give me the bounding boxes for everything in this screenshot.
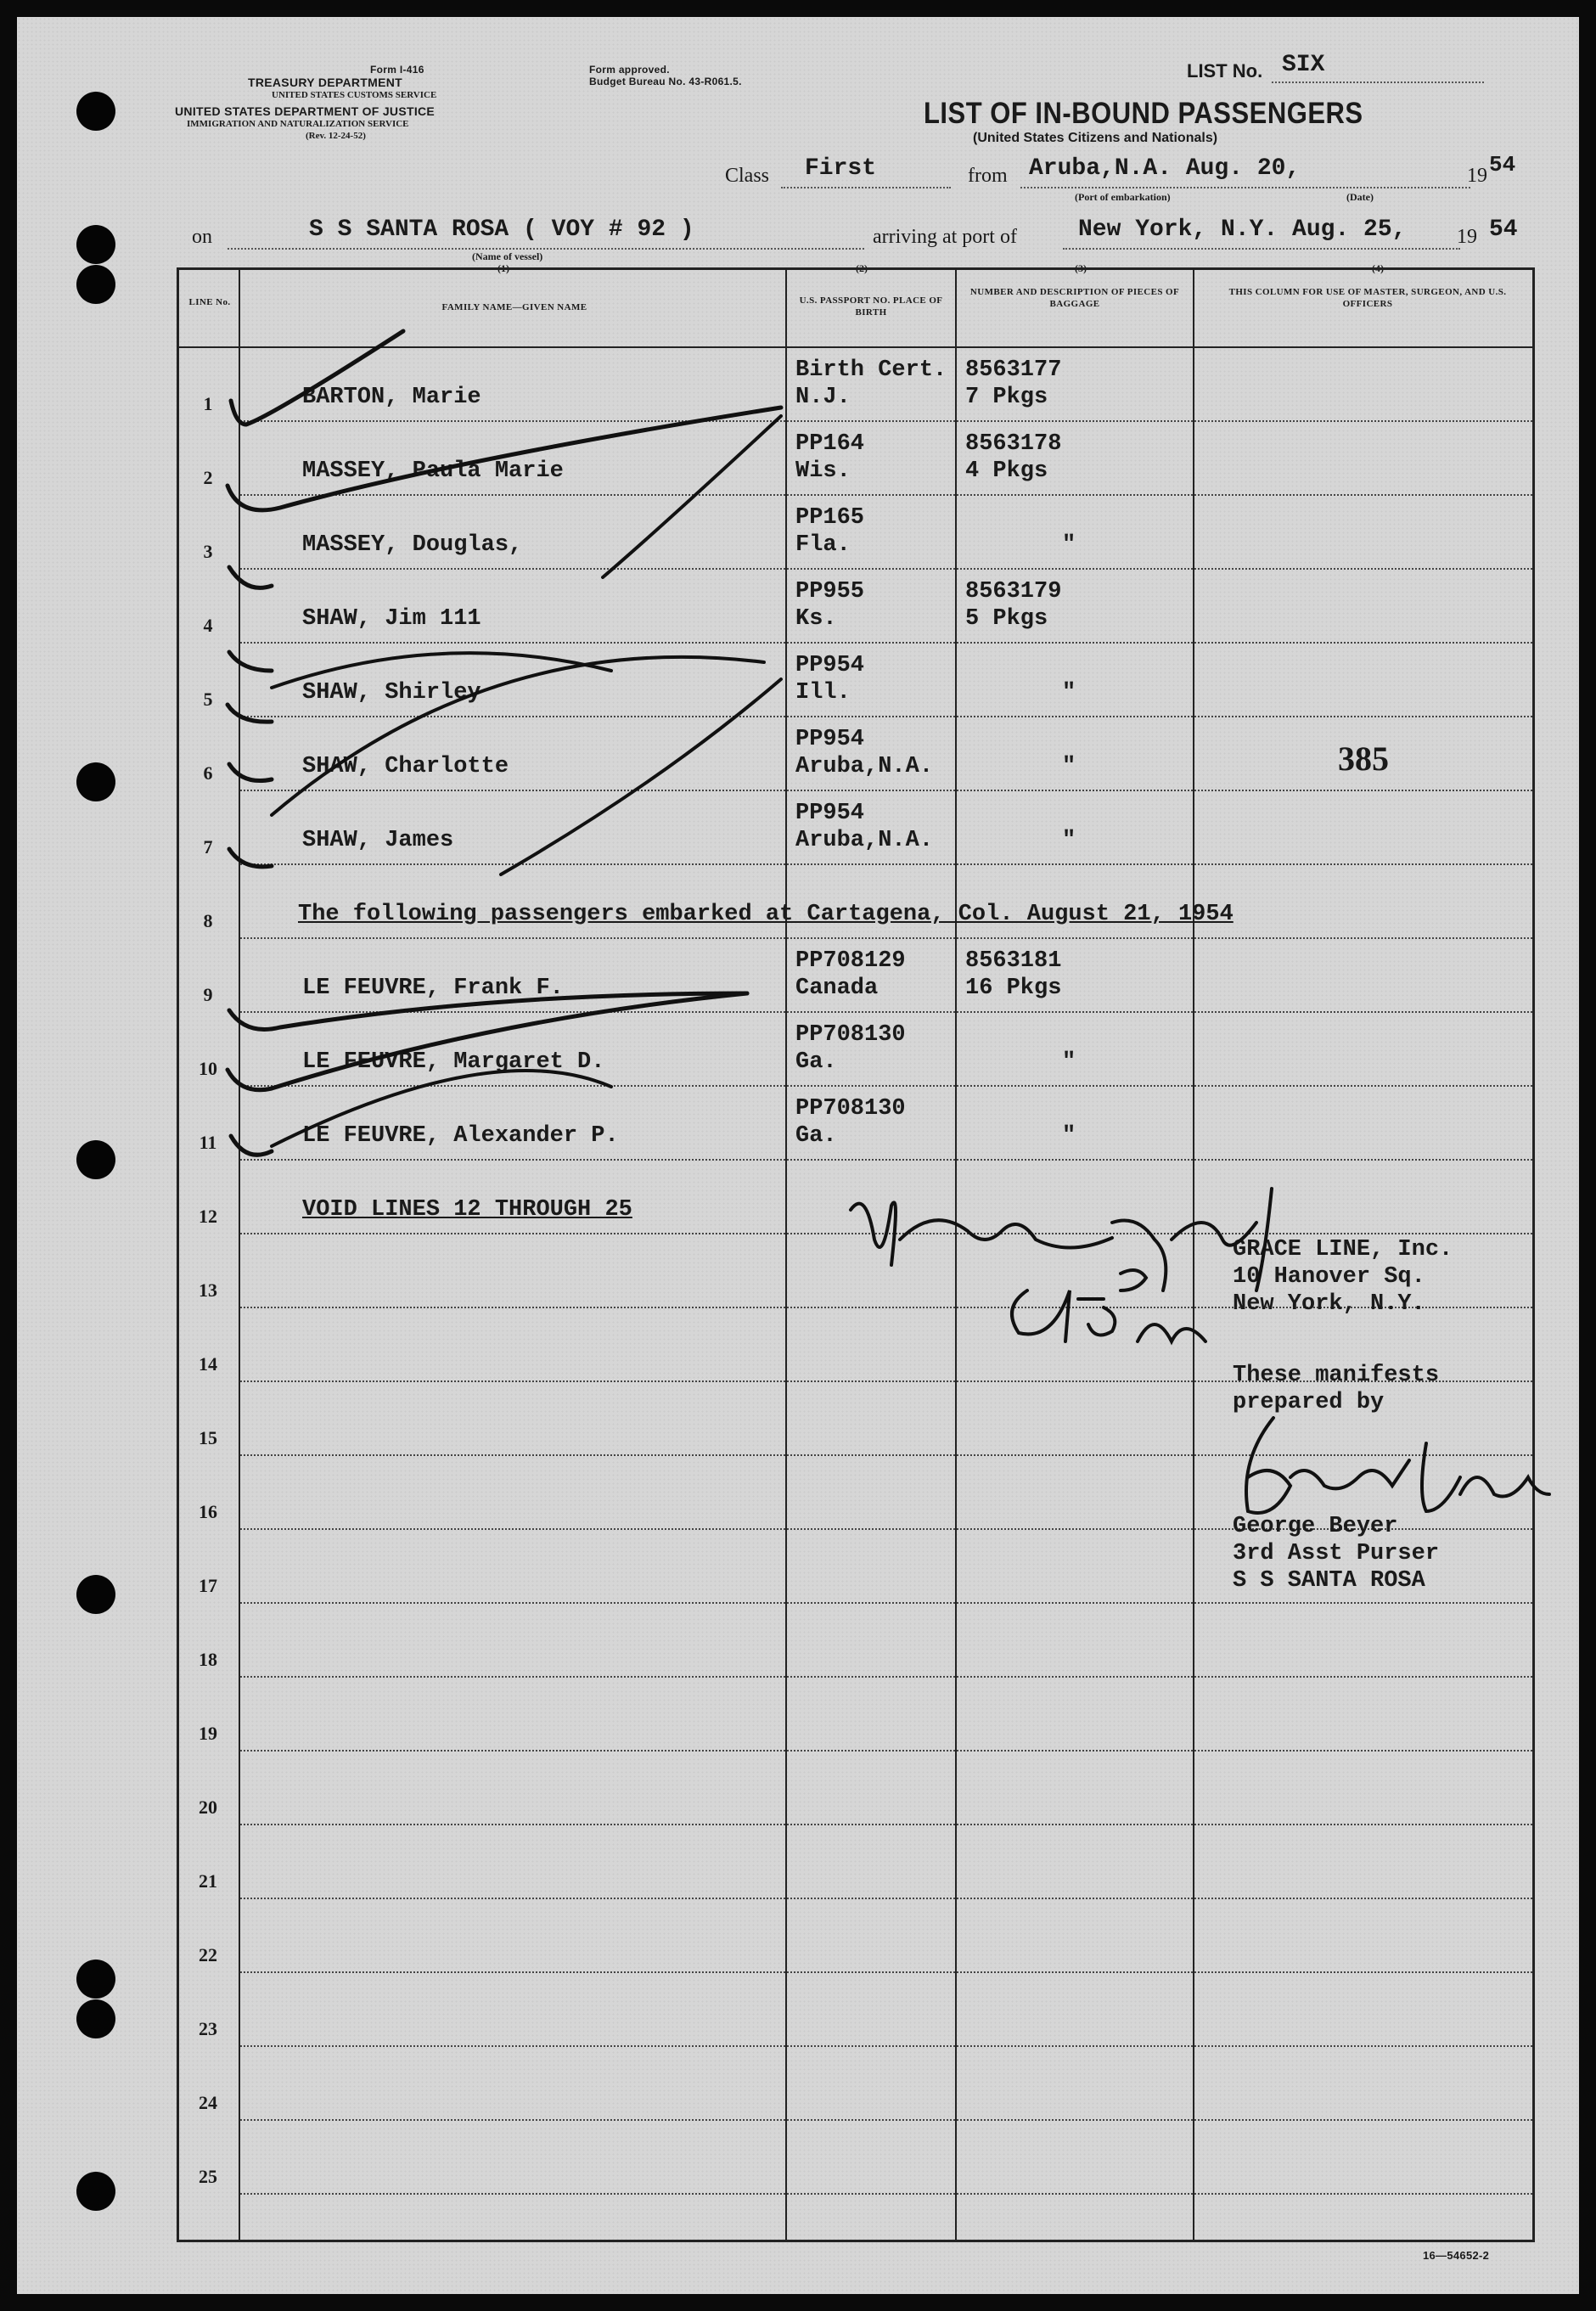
col-header-officers: THIS COLUMN FOR USE OF MASTER, SURGEON, AND U.S. OFFICERS bbox=[1228, 287, 1507, 309]
table-row bbox=[179, 2121, 1532, 2195]
vessel-name: S S SANTA ROSA ( VOY # 92 ) bbox=[309, 216, 694, 243]
table-row bbox=[179, 570, 1532, 644]
vessel-line bbox=[228, 248, 864, 250]
baggage-number: 8563178 bbox=[965, 431, 1062, 457]
line-number: 9 bbox=[203, 984, 213, 1005]
baggage-pieces: " bbox=[1062, 1049, 1076, 1075]
line-number: 6 bbox=[203, 762, 213, 784]
line-number: 7 bbox=[203, 836, 213, 857]
embark-port-date: Aruba,N.A. Aug. 20, bbox=[1029, 155, 1301, 182]
col4-caption: (4) bbox=[1372, 262, 1384, 274]
line-number: 14 bbox=[199, 1353, 217, 1375]
line-number: 10 bbox=[199, 1058, 217, 1079]
binder-hole bbox=[76, 225, 115, 264]
line-number: 19 bbox=[199, 1723, 217, 1744]
col2-caption: (2) bbox=[856, 262, 868, 274]
baggage-pieces: 16 Pkgs bbox=[965, 976, 1062, 1001]
passport-number: PP955 bbox=[795, 579, 865, 604]
table-row bbox=[179, 1087, 1532, 1161]
treasury-department: TREASURY DEPARTMENT bbox=[248, 76, 403, 89]
line-number: 20 bbox=[199, 1797, 217, 1818]
from-line bbox=[1020, 187, 1470, 188]
baggage-number: 8563181 bbox=[965, 948, 1062, 974]
passport-number: PP165 bbox=[795, 505, 865, 531]
department-of-justice: UNITED STATES DEPARTMENT OF JUSTICE bbox=[175, 104, 436, 118]
passport-number: PP954 bbox=[795, 801, 865, 826]
immigration-service: IMMIGRATION AND NATURALIZATION SERVICE bbox=[187, 119, 409, 129]
binder-hole bbox=[76, 92, 115, 131]
table-row bbox=[179, 644, 1532, 717]
list-no-value: SIX bbox=[1282, 52, 1325, 78]
passenger-name: MASSEY, Douglas, bbox=[302, 532, 523, 558]
list-no-line bbox=[1272, 82, 1484, 83]
line-number: 21 bbox=[199, 1870, 217, 1892]
place-of-birth: Ga. bbox=[795, 1049, 837, 1075]
passport-number: PP954 bbox=[795, 653, 865, 678]
passport-number: PP954 bbox=[795, 727, 865, 752]
preparer-name: George Beyer bbox=[1233, 1514, 1398, 1539]
col-header-baggage: NUMBER AND DESCRIPTION OF PIECES OF BAGGAGE bbox=[969, 287, 1180, 309]
passenger-name: SHAW, Charlotte bbox=[302, 754, 509, 779]
baggage-number: 8563177 bbox=[965, 357, 1062, 383]
preparer-title: 3rd Asst Purser bbox=[1233, 1541, 1440, 1566]
table-row bbox=[179, 496, 1532, 570]
table-row bbox=[179, 717, 1532, 791]
table-row bbox=[179, 1678, 1532, 1752]
footer-code: 16—54652-2 bbox=[1423, 2249, 1490, 2262]
arrival-year: 54 bbox=[1489, 216, 1518, 243]
passenger-name: LE FEUVRE, Frank F. bbox=[302, 976, 564, 1001]
baggage-pieces: 7 Pkgs bbox=[965, 385, 1048, 410]
line-number: 3 bbox=[203, 541, 213, 562]
col-header-name: FAMILY NAME—GIVEN NAME bbox=[441, 302, 587, 312]
binder-hole bbox=[76, 2172, 115, 2211]
passenger-name: LE FEUVRE, Margaret D. bbox=[302, 1049, 605, 1075]
page-subtitle: (United States Citizens and Nationals) bbox=[973, 131, 1218, 145]
passenger-name: SHAW, Jim 111 bbox=[302, 606, 481, 632]
passenger-name: MASSEY, Paula Marie bbox=[302, 458, 564, 484]
table-row bbox=[179, 1752, 1532, 1825]
place-of-birth: Wis. bbox=[795, 458, 851, 484]
baggage-pieces: 4 Pkgs bbox=[965, 458, 1048, 484]
table-row bbox=[179, 791, 1532, 865]
baggage-pieces: 5 Pkgs bbox=[965, 606, 1048, 632]
table-row bbox=[179, 939, 1532, 1013]
table-row bbox=[179, 1973, 1532, 2047]
baggage-pieces: " bbox=[1062, 1123, 1076, 1149]
form-number: Form I-416 bbox=[370, 64, 424, 76]
baggage-pieces: " bbox=[1062, 680, 1076, 706]
line-number: 22 bbox=[199, 1944, 217, 1965]
place-of-birth: Ga. bbox=[795, 1123, 837, 1149]
place-of-birth: Aruba,N.A. bbox=[795, 754, 934, 779]
passenger-name: SHAW, James bbox=[302, 828, 454, 853]
passport-number: PP708130 bbox=[795, 1096, 906, 1122]
list-no-label: LIST No. bbox=[1187, 60, 1263, 82]
arrival-line bbox=[1063, 248, 1460, 250]
line-number: 4 bbox=[203, 615, 213, 636]
class-value: First bbox=[805, 155, 877, 182]
from-label: from bbox=[968, 165, 1008, 187]
prepared-line1: These manifests bbox=[1233, 1363, 1440, 1388]
binder-hole bbox=[76, 265, 115, 304]
prepared-line2: prepared by bbox=[1233, 1390, 1385, 1415]
line-number: 1 bbox=[203, 393, 213, 414]
baggage-pieces: " bbox=[1062, 532, 1076, 558]
year-prefix: 19 bbox=[1467, 165, 1487, 187]
date-caption: (Date) bbox=[1346, 191, 1374, 203]
class-line bbox=[781, 187, 951, 188]
preparer-vessel: S S SANTA ROSA bbox=[1233, 1568, 1425, 1594]
passport-number: PP164 bbox=[795, 431, 865, 457]
line-number: 5 bbox=[203, 689, 213, 710]
place-of-birth: Canada bbox=[795, 976, 879, 1001]
on-label: on bbox=[192, 226, 212, 248]
table-row bbox=[179, 2047, 1532, 2121]
table-row bbox=[179, 1899, 1532, 1973]
company-address: 10 Hanover Sq. bbox=[1233, 1264, 1425, 1290]
binder-hole bbox=[76, 1999, 115, 2038]
baggage-pieces: " bbox=[1062, 754, 1076, 779]
col3-caption: (3) bbox=[1075, 262, 1087, 274]
col-header-line-no: LINE No. bbox=[188, 297, 231, 307]
table-row bbox=[179, 1604, 1532, 1678]
table-row bbox=[179, 1161, 1532, 1234]
line-number: 12 bbox=[199, 1206, 217, 1227]
company-city: New York, N.Y. bbox=[1233, 1291, 1425, 1317]
port-embark-caption: (Port of embarkation) bbox=[1075, 191, 1171, 203]
line-number: 17 bbox=[199, 1575, 217, 1596]
line-number: 11 bbox=[199, 1132, 217, 1153]
line-number: 15 bbox=[199, 1427, 217, 1448]
baggage-number: 8563179 bbox=[965, 579, 1062, 604]
class-label: Class bbox=[725, 165, 770, 187]
binder-hole bbox=[76, 1140, 115, 1179]
table-row bbox=[179, 1825, 1532, 1899]
passport-number: PP708129 bbox=[795, 948, 906, 974]
arriving-label: arriving at port of bbox=[873, 226, 1017, 248]
customs-service: UNITED STATES CUSTOMS SERVICE bbox=[272, 90, 437, 100]
binder-hole bbox=[76, 1960, 115, 1999]
company-name: GRACE LINE, Inc. bbox=[1233, 1237, 1453, 1262]
passenger-name: The following passengers embarked at Cartagena, Col. August 21, 1954 bbox=[298, 902, 1234, 927]
budget-bureau: Budget Bureau No. 43-R061.5. bbox=[589, 76, 742, 87]
place-of-birth: Ill. bbox=[795, 680, 851, 706]
passenger-name: BARTON, Marie bbox=[302, 385, 481, 410]
col1-caption: (1) bbox=[497, 262, 509, 274]
baggage-pieces: " bbox=[1062, 828, 1076, 853]
line-number: 13 bbox=[199, 1279, 217, 1301]
place-of-birth: Ks. bbox=[795, 606, 837, 632]
place-of-birth: N.J. bbox=[795, 385, 851, 410]
place-of-birth: Aruba,N.A. bbox=[795, 828, 934, 853]
place-of-birth: Fla. bbox=[795, 532, 851, 558]
line-number: 25 bbox=[199, 2166, 217, 2187]
table-row bbox=[179, 1013, 1532, 1087]
passenger-name: VOID LINES 12 THROUGH 25 bbox=[302, 1197, 632, 1223]
officer-mark: 385 bbox=[1338, 739, 1389, 778]
passenger-name: LE FEUVRE, Alexander P. bbox=[302, 1123, 619, 1149]
form-approved: Form approved. bbox=[589, 64, 670, 76]
revision-date: (Rev. 12-24-52) bbox=[306, 131, 366, 141]
page-title: LIST OF IN-BOUND PASSENGERS bbox=[924, 95, 1363, 131]
arrival-port-date: New York, N.Y. Aug. 25, bbox=[1078, 216, 1407, 243]
vessel-caption: (Name of vessel) bbox=[472, 250, 543, 262]
binder-hole bbox=[76, 1575, 115, 1614]
table-row bbox=[179, 422, 1532, 496]
col-header-passport: U.S. PASSPORT NO. PLACE OF BIRTH bbox=[799, 295, 943, 318]
manifest-sheet bbox=[17, 17, 1579, 2294]
row-dotted-line bbox=[240, 2193, 1532, 2195]
binder-hole bbox=[76, 762, 115, 801]
table-row bbox=[179, 348, 1532, 422]
passenger-name: SHAW, Shirley bbox=[302, 680, 481, 706]
table-row bbox=[179, 865, 1532, 939]
line-number: 8 bbox=[203, 910, 213, 931]
line-number: 23 bbox=[199, 2018, 217, 2039]
year-value: 54 bbox=[1489, 152, 1516, 177]
arrival-year-prefix: 19 bbox=[1457, 226, 1477, 248]
line-number: 2 bbox=[203, 467, 213, 488]
line-number: 18 bbox=[199, 1649, 217, 1670]
line-number: 16 bbox=[199, 1501, 217, 1522]
line-number: 24 bbox=[199, 2092, 217, 2113]
passport-number: PP708130 bbox=[795, 1022, 906, 1048]
passport-number: Birth Cert. bbox=[795, 357, 947, 383]
